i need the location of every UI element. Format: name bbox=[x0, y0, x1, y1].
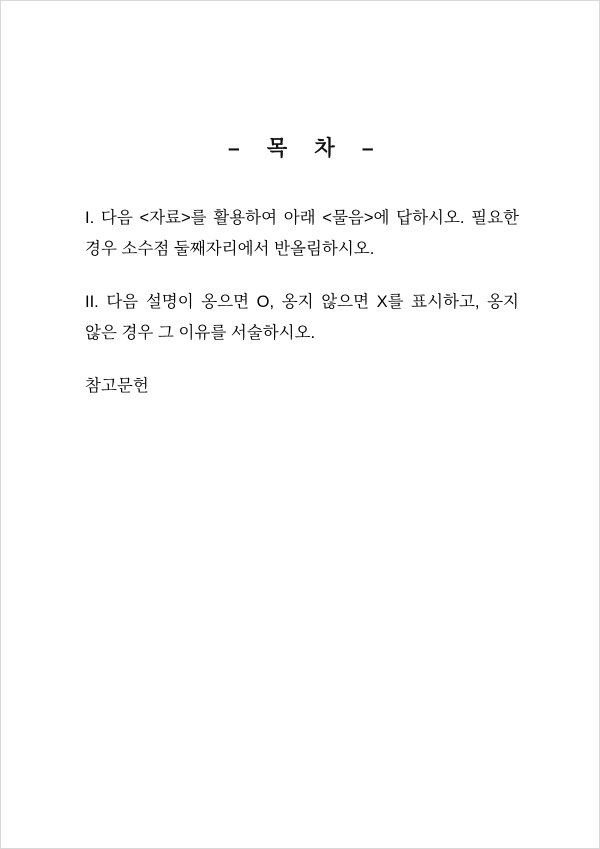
page-title bbox=[1, 132, 600, 162]
paragraph-item-1: I. 다음 <자료>를 활용하여 아래 <물음>에 답하시오. 필요한 경우 소수점 둘째자리에서 반올림하시오. bbox=[85, 209, 519, 258]
title-word-cha: 차 bbox=[314, 137, 336, 160]
title-dash-left: – bbox=[227, 137, 241, 160]
paragraph-item-2: II. 다음 설명이 옹으면 O, 옹지 않으면 X를 표시하고, 옹지 않은 경우 그 이유를 서술하시오. bbox=[85, 293, 519, 342]
document-body bbox=[85, 203, 519, 402]
title-dash-right: – bbox=[361, 137, 375, 160]
title-word-mok: 목 bbox=[266, 137, 288, 160]
references-heading: 참고문헌 bbox=[85, 377, 149, 395]
